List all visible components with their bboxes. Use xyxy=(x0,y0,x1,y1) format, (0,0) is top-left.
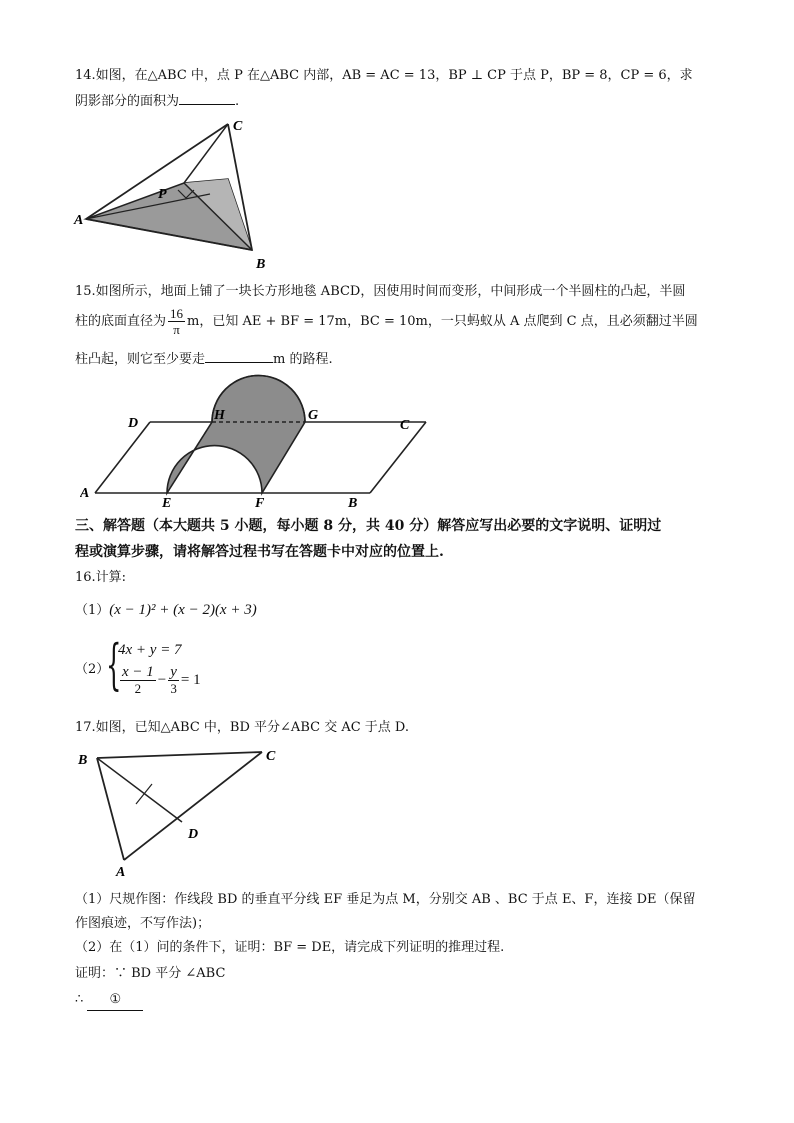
q15-label-b: B xyxy=(348,496,358,510)
q15-frac-den: π xyxy=(173,322,180,337)
q17-segment-bd xyxy=(97,758,182,822)
q14-label-a: A xyxy=(74,213,84,228)
q17-title: 17.如图，已知△ABC 中，BD 平分∠ABC 交 AC 于点 D. xyxy=(75,720,410,735)
q16-part1-label: （1） xyxy=(75,603,110,618)
q15-label-e: E xyxy=(162,496,172,510)
q17-label-b: B xyxy=(78,753,88,768)
q17-proof-line1: 证明：∵ BD 平分 ∠ABC xyxy=(75,966,226,981)
q15-label-c: C xyxy=(400,418,410,433)
q17-label-c: C xyxy=(266,749,276,764)
q15-line1: 15.如图所示，地面上铺了一块长方形地毯 ABCD，因使用时间而变形，中间形成一个半圆柱的凸起，半圆 xyxy=(75,284,686,299)
q17-part1-line2: 作图痕迹，不写作法)； xyxy=(75,916,211,931)
q14-line1: 14.如图，在△ABC 中，点 P 在△ABC 内部，AB = AC = 13，BP ⊥ CP 于点 P，BP = 8，CP = 6，求 xyxy=(75,68,693,83)
q17-proof-line2 xyxy=(75,990,143,1011)
q14-label-c: C xyxy=(233,119,243,134)
q17-proof-therefore: ∴ xyxy=(75,992,84,1007)
q14-figure xyxy=(70,112,280,274)
q14-line2-text: 阴影部分的面积为 xyxy=(75,94,180,109)
q14-label-b: B xyxy=(256,257,266,272)
q16-eq2-den2: 3 xyxy=(170,681,177,696)
q15-label-g: G xyxy=(308,408,319,423)
q17-figure xyxy=(72,742,312,882)
q15-answer-blank xyxy=(205,348,273,363)
q16-eq2-num2: y xyxy=(170,664,177,680)
q15-line3-pre: 柱凸起，则它至少要走 xyxy=(75,352,206,367)
q16-eq2-frac1 xyxy=(120,665,156,696)
q17-side-bc xyxy=(97,752,262,758)
section3-line1: 三、解答题（本大题共 5 小题，每小题 8 分，共 40 分）解答应写出必要的文字说明、证明过 xyxy=(75,518,662,534)
q15-line2 xyxy=(75,306,698,337)
q17-part1-line1: （1）尺规作图：作线段 BD 的垂直平分线 EF 垂足为点 M，分别交 AB 、BC 于点 E、F，连接 DE（保留 xyxy=(75,892,696,907)
q16-eq2-den1: 2 xyxy=(134,681,142,696)
q15-edge-bc xyxy=(370,422,426,493)
q14-answer-blank xyxy=(179,90,235,105)
q17-label-a: A xyxy=(116,865,126,880)
q16-eq2-rhs: = 1 xyxy=(180,672,201,688)
q16-eq2-num1: x − 1 xyxy=(122,664,154,680)
q15-frac-num: 16 xyxy=(170,306,184,321)
q14-line2-end: . xyxy=(235,94,240,109)
q17-tick-mark xyxy=(136,784,152,804)
q15-label-f: F xyxy=(255,496,265,510)
q16-system-brace: { xyxy=(106,633,122,696)
q15-line2-pre: 柱的底面直径为 xyxy=(75,314,167,329)
q15-label-d: D xyxy=(128,416,139,431)
q14-line2 xyxy=(75,90,239,112)
q15-line3-post: m 的路程. xyxy=(273,352,333,367)
q15-label-a: A xyxy=(80,486,90,501)
q15-diameter-fraction xyxy=(168,306,185,337)
q16-eq2-minus: − xyxy=(157,672,167,688)
q15-label-h: H xyxy=(214,408,225,423)
q16-title: 16.计算: xyxy=(75,570,127,585)
q16-part2-label: （2） xyxy=(75,662,110,677)
q14-label-p: P xyxy=(158,187,167,202)
q16-eq2-frac2 xyxy=(168,665,179,696)
q14-segment-cp xyxy=(184,124,228,183)
q16-eq1: 4x + y = 7 xyxy=(118,642,182,658)
q16-eq2 xyxy=(118,665,201,696)
q17-side-ac xyxy=(124,752,262,860)
q15-figure xyxy=(80,365,440,510)
q15-half-cylinder xyxy=(167,376,305,494)
q17-label-d: D xyxy=(188,827,199,842)
q17-part2-line: （2）在（1）问的条件下，证明：BF = DE，请完成下列证明的推理过程. xyxy=(75,940,505,955)
q15-line2-post: m，已知 AE + BF = 17m，BC = 10m，一只蚂蚁从 A 点爬到 C 点，且必须翻过半圆 xyxy=(187,314,698,329)
q16-part1-expr: (x − 1)² + (x − 2)(x + 3) xyxy=(109,602,257,618)
q17-proof-blank-1: ① xyxy=(87,990,143,1011)
section3-line2: 程或演算步骤，请将解答过程书写在答题卡中对应的位置上. xyxy=(75,544,444,560)
q17-side-ba xyxy=(97,758,124,860)
q15-edge-ad xyxy=(95,422,150,493)
q16-part1 xyxy=(75,600,257,621)
